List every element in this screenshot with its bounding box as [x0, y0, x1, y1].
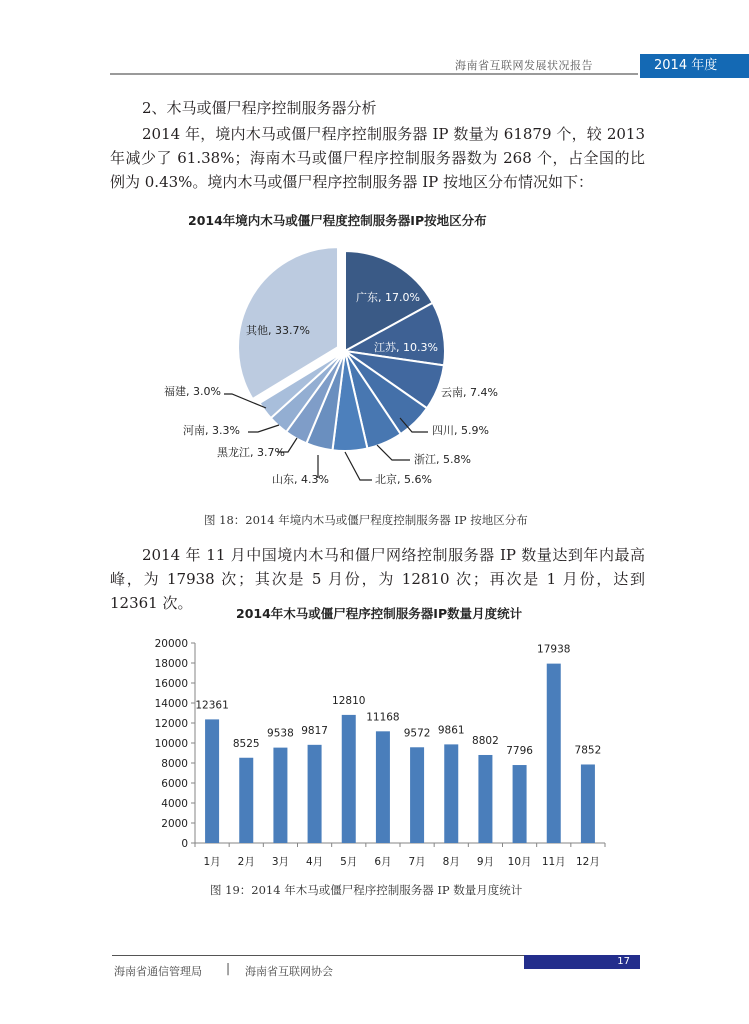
- y-tick-label: 6000: [161, 778, 188, 790]
- bar-12月: [581, 764, 595, 843]
- x-tick-label: 3月: [271, 856, 290, 868]
- footer-org-right: 海南省互联网协会: [245, 965, 333, 978]
- y-tick-label: 2000: [161, 818, 188, 830]
- bar-value-label: 9817: [301, 724, 328, 737]
- y-tick-label: 4000: [161, 798, 188, 810]
- y-tick-label: 16000: [154, 678, 188, 690]
- x-tick-label: 11月: [541, 856, 566, 868]
- x-tick-label: 7月: [408, 856, 426, 868]
- page-number: 17: [524, 955, 640, 969]
- bar-chart-title: 2014年木马或僵尸程序控制服务器IP数量月度统计: [236, 606, 523, 621]
- pie-data-label: 浙江, 5.8%: [414, 453, 471, 466]
- bar-value-label: 9572: [403, 727, 431, 740]
- paragraph-monthly-summary: 2014 年 11 月中国境内木马和僵尸网络控制服务器 IP 数量达到年内最高峰，为 17938 次；其次是 5 月份，为 12810 次；再次是 1 月份，达到 12361 次。: [110, 546, 645, 612]
- bar-5月: [342, 715, 356, 843]
- x-tick-label: 5月: [340, 856, 358, 868]
- pie-data-label: 云南, 7.4%: [441, 386, 498, 399]
- bar-value-label: 9538: [267, 727, 294, 740]
- x-tick-label: 1月: [203, 856, 221, 868]
- pie-data-label: 四川, 5.9%: [432, 424, 489, 437]
- bar-value-label: 8525: [232, 737, 260, 750]
- y-tick-label: 10000: [154, 738, 188, 750]
- bar-value-label: 11168: [366, 711, 400, 724]
- y-tick-label: 0: [181, 838, 188, 850]
- section-heading: 2、木马或僵尸程序控制服务器分析: [142, 99, 377, 117]
- bar-value-label: 17938: [537, 643, 571, 656]
- bar-3月: [273, 748, 287, 843]
- x-tick-label: 10月: [507, 856, 532, 868]
- footer-org-left: 海南省通信管理局: [114, 965, 202, 978]
- pie-chart-title: 2014年境内木马或僵尸程度控制服务器IP按地区分布: [188, 213, 487, 228]
- bar-value-label: 8802: [472, 734, 499, 747]
- x-tick-label: 6月: [374, 856, 392, 868]
- x-tick-label: 4月: [305, 856, 324, 868]
- bar-value-label: 7852: [574, 744, 602, 757]
- bar-value-label: 7796: [506, 745, 533, 758]
- bar-4月: [308, 745, 322, 843]
- bar-10月: [513, 765, 527, 843]
- pie-data-label: 北京, 5.6%: [375, 473, 432, 486]
- y-tick-label: 8000: [161, 758, 188, 770]
- x-tick-label: 9月: [476, 856, 495, 868]
- pie-data-label: 江苏, 10.3%: [374, 341, 438, 354]
- y-tick-label: 14000: [154, 698, 188, 710]
- y-tick-label: 18000: [154, 658, 188, 670]
- report-title: 海南省互联网发展状况报告: [455, 59, 593, 72]
- pie-data-label: 河南, 3.3%: [183, 424, 240, 437]
- y-tick-label: 20000: [154, 638, 188, 650]
- figure-18-caption: 图 18：2014 年境内木马或僵尸程度控制服务器 IP 按地区分布: [204, 513, 528, 527]
- pie-data-label: 福建, 3.0%: [164, 385, 221, 398]
- pie-data-label: 广东, 17.0%: [356, 291, 420, 304]
- paragraph-ip-summary: 2014 年，境内木马或僵尸程序控制服务器 IP 数量为 61879 个，较 2013 年减少了 61.38%；海南木马或僵尸程序控制服务器数为 268 个，占全国的比例为 0.43%。境内木马或僵尸程序控制服务器 IP 按地区分布情况如下：: [110, 125, 645, 191]
- footer-separator: |: [226, 961, 231, 975]
- bar-6月: [376, 731, 390, 843]
- bar-value-label: 12810: [332, 694, 366, 707]
- bar-7月: [410, 747, 424, 843]
- figure-19-caption: 图 19：2014 年木马或僵尸程序控制服务器 IP 数量月度统计: [210, 883, 523, 897]
- bar-1月: [205, 719, 219, 843]
- bar-11月: [547, 664, 561, 843]
- bar-2月: [239, 758, 253, 843]
- bar-value-label: 9861: [437, 724, 465, 737]
- y-tick-label: 12000: [154, 718, 188, 730]
- bar-value-label: 12361: [195, 699, 229, 712]
- pie-data-label: 黑龙江, 3.7%: [217, 446, 285, 459]
- pie-data-label: 其他, 33.7%: [246, 324, 310, 337]
- pie-data-label: 山东, 4.3%: [272, 473, 329, 486]
- bar-9月: [478, 755, 492, 843]
- x-tick-label: 2月: [237, 856, 255, 868]
- x-tick-label: 8月: [442, 856, 460, 868]
- bar-8月: [444, 744, 458, 843]
- x-tick-label: 12月: [575, 856, 600, 868]
- year-tab: 2014 年度: [640, 54, 749, 78]
